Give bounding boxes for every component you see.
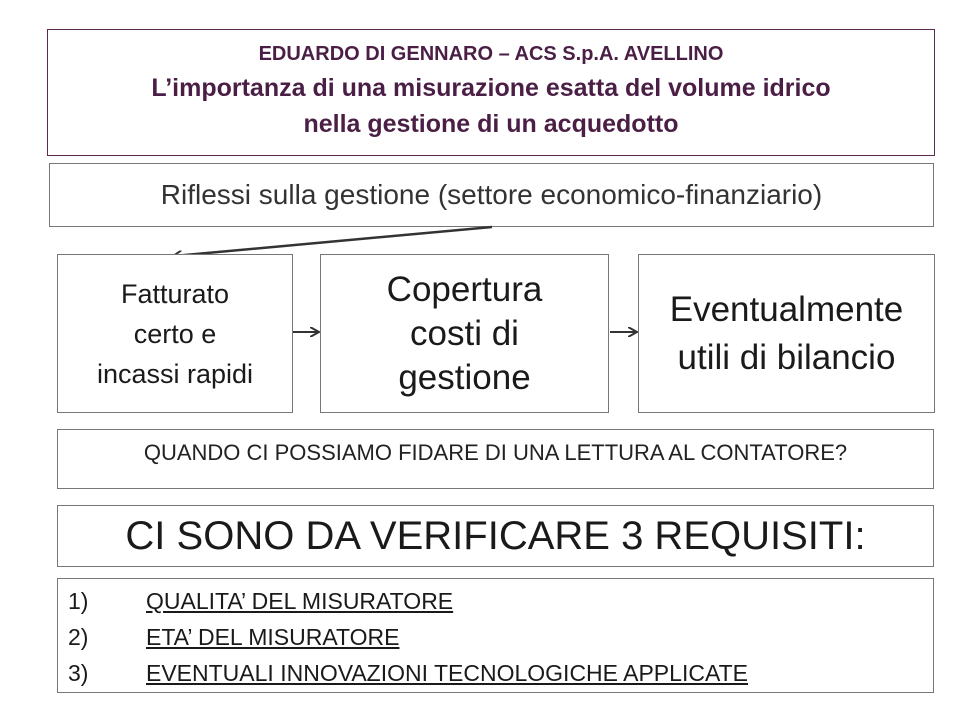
list-item: [68, 619, 933, 655]
flow-box-fatturato: [57, 254, 293, 413]
requirements-heading-text: CI SONO DA VERIFICARE 3 REQUISITI:: [125, 513, 866, 558]
requirements-heading: [57, 505, 934, 567]
list-item-link[interactable]: QUALITA’ DEL MISURATORE: [146, 587, 454, 614]
list-item: [68, 583, 933, 619]
list-item-number: 3): [68, 659, 89, 686]
list-item-link[interactable]: ETA’ DEL MISURATORE: [146, 623, 400, 650]
flow-box-utili: [638, 254, 935, 413]
subtitle-text: Riflessi sulla gestione (settore economico-finanziario): [160, 179, 823, 210]
list-item-number: 2): [68, 623, 89, 650]
list-item-link[interactable]: EVENTUALI INNOVAZIONI TECNOLOGICHE APPLICATE: [146, 659, 748, 686]
list-item-number: 1): [68, 587, 89, 614]
flow-box-label: Copertura costi di gestione: [386, 269, 543, 397]
flow-box-label: Fatturato certo e incassi rapidi: [96, 278, 254, 389]
requirements-list: [57, 578, 934, 693]
list-item: [68, 655, 933, 691]
title-line-2: nella gestione di un acquedotto: [303, 110, 679, 138]
author-line: EDUARDO DI GENNARO – ACS S.p.A. AVELLINO: [258, 43, 724, 65]
question-box: [57, 429, 934, 489]
flow-box-copertura: [320, 254, 609, 413]
question-text: QUANDO CI POSSIAMO FIDARE DI UNA LETTURA AL CONTATORE?: [143, 440, 848, 465]
subtitle-to-box1-arrow: [174, 227, 492, 256]
title-line-1: L’importanza di una misurazione esatta del volume idrico: [151, 74, 831, 102]
flow-box-label: Eventualmente utili di bilancio: [669, 289, 904, 377]
